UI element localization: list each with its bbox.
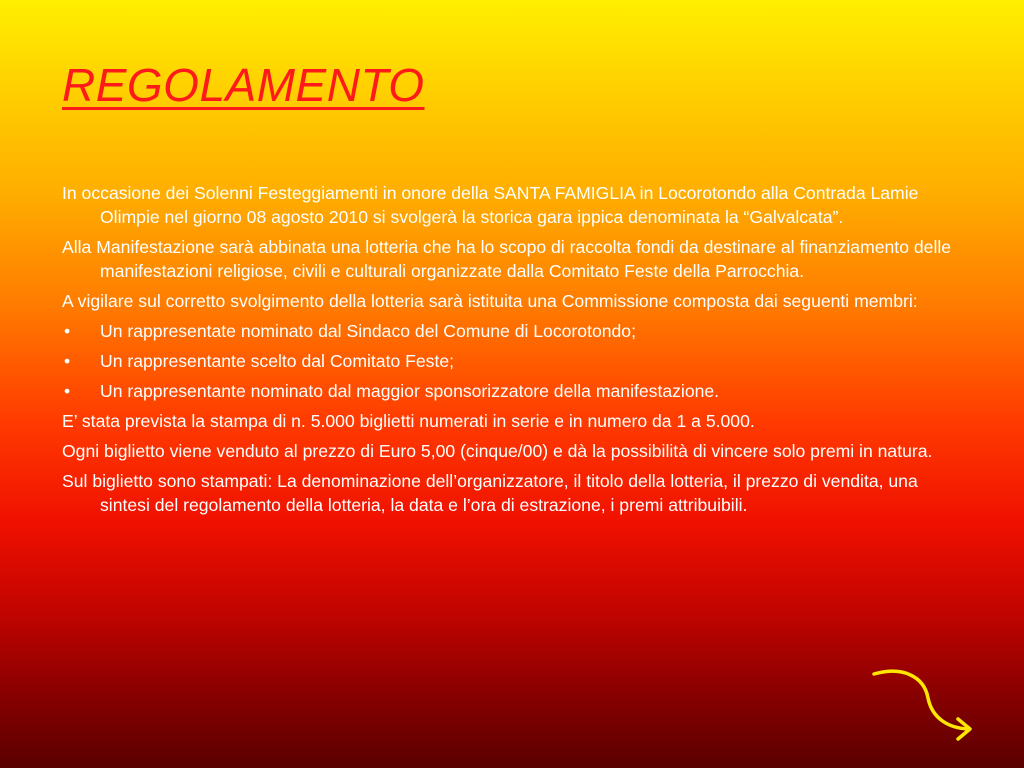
paragraph-intro-3: A vigilare sul corretto svolgimento della lotteria sarà istituita una Commissione composta dai seguenti membri: bbox=[62, 291, 918, 311]
paragraph-outro-3: Sul biglietto sono stampati: La denominazione dell’organizzatore, il titolo della lotteria, il prezzo di vendita, una sintesi del regolamento della lotteria, la data e l’ora di estrazione, i premi attribuibili. bbox=[62, 471, 918, 515]
bullet-text: Un rappresentate nominato dal Sindaco del Comune di Locorotondo; bbox=[100, 321, 636, 341]
paragraph-outro-2: Ogni biglietto viene venduto al prezzo di Euro 5,00 (cinque/00) e dà la possibilità di vincere solo premi in natura. bbox=[62, 441, 933, 461]
paragraph-outro-1: E’ stata prevista la stampa di n. 5.000 biglietti numerati in serie e in numero da 1 a 5.000. bbox=[62, 411, 755, 431]
bullet-text: Un rappresentante scelto dal Comitato Feste; bbox=[100, 351, 455, 371]
bullet-item bbox=[62, 379, 972, 403]
slide-title: REGOLAMENTO bbox=[62, 59, 425, 111]
bullet-icon: • bbox=[64, 381, 71, 401]
curved-arrow-right-icon[interactable] bbox=[868, 666, 980, 746]
bullet-item bbox=[62, 319, 972, 343]
paragraph-intro-2: Alla Manifestazione sarà abbinata una lotteria che ha lo scopo di raccolta fondi da destinare al finanziamento delle manifestazioni religiose, civili e culturali organizzate dalla Comitato Feste della Parrocchia. bbox=[62, 237, 952, 281]
bullet-item bbox=[62, 349, 972, 373]
paragraph-intro-1: In occasione dei Solenni Festeggiamenti in onore della SANTA FAMIGLIA in Locorotondo alla Contrada Lamie Olimpie nel giorno 08 agosto 2010 si svolgerà la storica gara ippica denominata la “Galvalcata”. bbox=[62, 183, 919, 227]
bullet-icon: • bbox=[64, 351, 71, 371]
bullet-icon: • bbox=[64, 321, 71, 341]
slide-body bbox=[62, 181, 972, 523]
bullet-text: Un rappresentante nominato dal maggior sponsorizzatore della manifestazione. bbox=[100, 381, 720, 401]
